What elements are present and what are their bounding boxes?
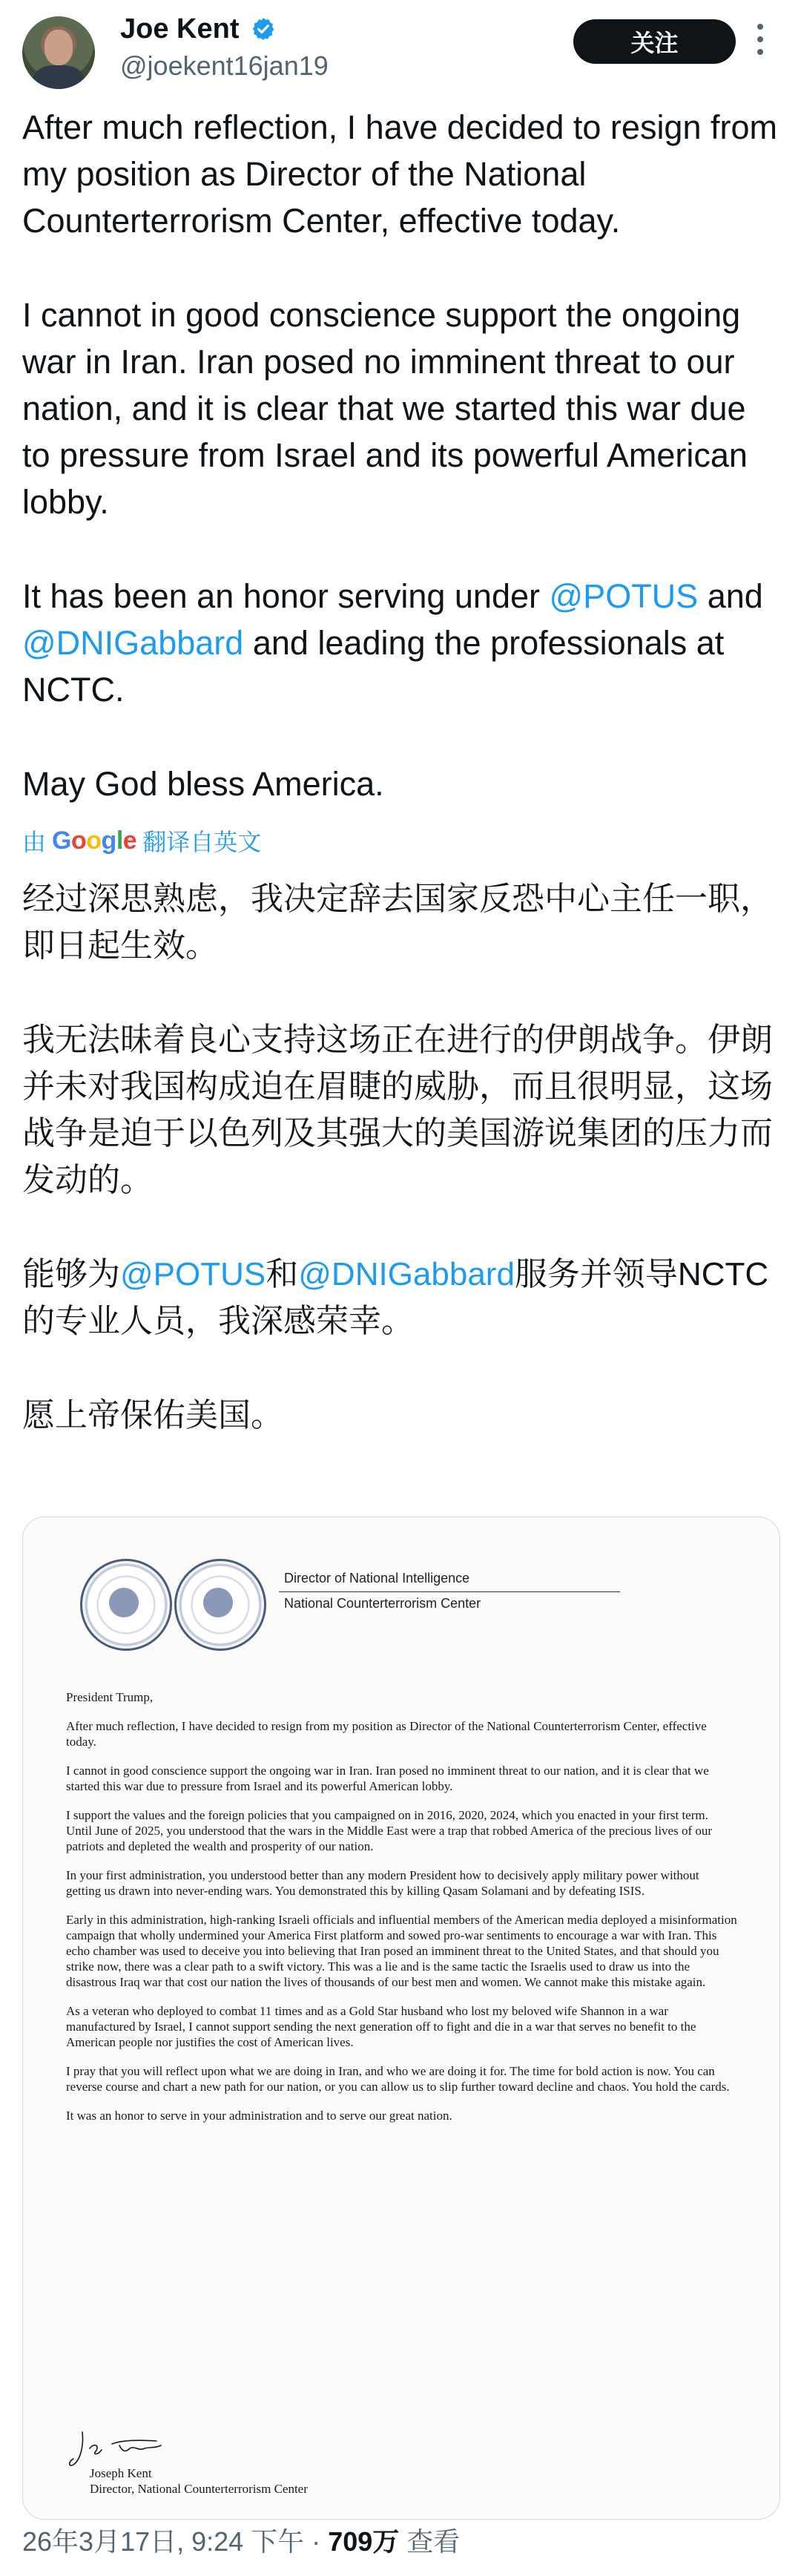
tweet-text-fragment: It has been an honor serving under xyxy=(22,577,550,615)
letter-paragraph: I cannot in good conscience support the ongoing war in Iran. Iran posed no imminent threat to our nation, and it is clear that we started this war due to pressure from Israel and its powerful American lobby. xyxy=(66,1764,709,1793)
tweet-text-fragment: and xyxy=(698,577,763,615)
avatar[interactable] xyxy=(22,16,95,89)
translation-attribution[interactable] xyxy=(22,824,261,858)
signer-name: Joseph Kent xyxy=(90,2466,152,2480)
resignation-letter-image[interactable] xyxy=(22,1517,780,2520)
translated-text-fragment: 能够为 xyxy=(22,1256,120,1292)
handwritten-signature xyxy=(67,2426,216,2471)
tweet-header xyxy=(0,0,801,96)
tweet-paragraph xyxy=(22,573,779,713)
letterhead-line-2: National Counterterrorism Center xyxy=(284,1596,481,1611)
mention-link-dnigabbard[interactable]: @DNIGabbard xyxy=(298,1256,515,1292)
dni-seal-icon xyxy=(80,1559,172,1651)
mention-link-potus[interactable]: @POTUS xyxy=(120,1256,266,1292)
mention-link-potus[interactable]: @POTUS xyxy=(549,577,699,615)
more-options-icon[interactable] xyxy=(755,24,765,59)
translated-paragraph xyxy=(22,1251,779,1344)
view-count: 709万 xyxy=(328,2526,400,2557)
signer-title: Director, National Counterterrorism Center xyxy=(90,2482,308,2496)
tweet-text-fragment: and leading the professionals at NCTC. xyxy=(22,624,725,709)
verified-badge-icon xyxy=(251,16,276,42)
tweet-text xyxy=(22,104,779,807)
google-logo-icon: Google xyxy=(52,826,137,855)
tweet-paragraph: After much reflection, I have decided to resign from my position as Director of the National Counterterrorism Center, effective today. xyxy=(22,108,777,240)
view-count-suffix: 查看 xyxy=(399,2526,461,2557)
letter-salutation: President Trump, xyxy=(66,1690,154,1704)
translated-paragraph: 愿上帝保佑美国。 xyxy=(22,1397,283,1433)
letterhead-line-1: Director of National Intelligence xyxy=(284,1571,470,1586)
letter-paragraph: In your first administration, you understood better than any modern President how to decisively apply military power without getting us drawn into never-ending wars. You demonstrated this by killing Qasam Solamani and by defeating ISIS. xyxy=(66,1868,699,1898)
mention-link-dnigabbard[interactable]: @DNIGabbard xyxy=(22,624,244,662)
letter-paragraph: It was an honor to serve in your administration and to serve our great nation. xyxy=(66,2109,452,2123)
letter-paragraph: I support the values and the foreign policies that you campaigned on in 2016, 2020, 2024, which you enacted in your first term. Until June of 2025, you understood that the wars in the Middle East were a trap that robbed America of the precious lives of our patriots and depleted the wealth and prosperity of our nation. xyxy=(66,1808,713,1853)
letter-body xyxy=(66,1689,737,2137)
author-name[interactable]: Joe Kent xyxy=(120,13,240,45)
author-handle[interactable]: @joekent16jan19 xyxy=(120,50,329,81)
translation-suffix: 翻译自英文 xyxy=(142,829,262,855)
letter-paragraph: As a veteran who deployed to combat 11 times and as a Gold Star husband who lost my beloved wife Shannon in a war manufactured by Israel, I cannot support sending the next generation off to fight and die in a war that serves no benefit to the American people nor justifies the cost of American lives. xyxy=(66,2004,696,2049)
follow-button[interactable]: 关注 xyxy=(573,19,736,64)
translated-paragraph: 我无法昧着良心支持这场正在进行的伊朗战争。伊朗并未对我国构成迫在眉睫的威胁，而且很明显，这场战争是迫于以色列及其强大的美国游说集团的压力而发动的。 xyxy=(22,1022,773,1198)
letterhead-divider xyxy=(279,1591,620,1592)
tweet-paragraph: I cannot in good conscience support the ongoing war in Iran. Iran posed no imminent threat to our nation, and it is clear that we started this war due to pressure from Israel and its powerful American lobby. xyxy=(22,296,748,521)
translated-text-fragment: 和 xyxy=(266,1256,299,1292)
avatar-shirt xyxy=(33,65,85,89)
translated-paragraph: 经过深思熟虑，我决定辞去国家反恐中心主任一职，即日起生效。 xyxy=(22,881,773,964)
translated-text xyxy=(22,875,779,1439)
avatar-face xyxy=(44,30,73,65)
letter-paragraph: After much reflection, I have decided to resign from my position as Director of the National Counterterrorism Center, effective today. xyxy=(66,1719,707,1749)
letter-paragraph: I pray that you will reflect upon what we are doing in Iran, and who we are doing it for. The time for bold action is now. You can reverse course and chart a new path for our nation, or you can allow us to slip further toward decline and chaos. You hold the cards. xyxy=(66,2064,730,2094)
tweet-meta xyxy=(22,2521,460,2559)
nctc-seal-icon xyxy=(174,1559,266,1651)
letter-paragraph: Early in this administration, high-ranking Israeli officials and influential members of the American media deployed a misinformation campaign that wholly undermined your America First platform and sowed pro-war sentiments to encourage a war with Iran. This echo chamber was used to deceive you into believing that Iran posed an imminent threat to the United States, and that should you strike now, there was a clear path to a swift victory. This was a lie and is the same tactic the Israelis used to draw us into the disastrous Iraq war that cost our nation the lives of thousands of our best men and women. We cannot make this mistake again. xyxy=(66,1913,737,1989)
tweet-paragraph: May God bless America. xyxy=(22,765,384,803)
translated-text-fragment: 服务并领导NCTC 的专业人员，我深感荣幸。 xyxy=(22,1256,769,1339)
letter-signer xyxy=(90,2465,308,2497)
tweet-timestamp[interactable]: 26年3月17日, 9:24 下午 · xyxy=(22,2526,329,2557)
translation-prefix: 由 xyxy=(22,829,47,855)
